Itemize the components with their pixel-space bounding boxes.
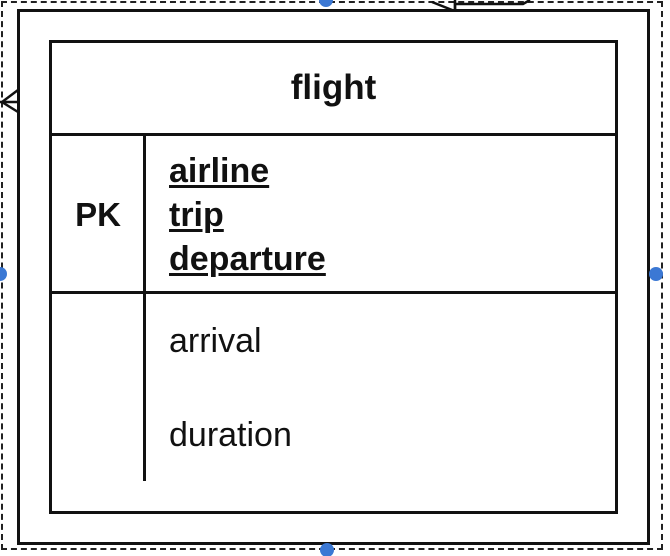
resize-handle-right[interactable]: [649, 267, 663, 281]
resize-handle-bottom[interactable]: [320, 543, 334, 556]
attribute-arrival[interactable]: arrival: [169, 322, 262, 360]
title-separator: [52, 133, 615, 136]
entity-title: flight: [290, 67, 377, 107]
pk-attribute-airline[interactable]: airline: [169, 152, 270, 190]
attribute-duration[interactable]: duration: [169, 416, 292, 454]
pk-attribute-trip[interactable]: trip: [169, 196, 224, 234]
pk-attribute-departure[interactable]: departure: [169, 240, 326, 278]
pk-label: PK: [75, 195, 121, 233]
